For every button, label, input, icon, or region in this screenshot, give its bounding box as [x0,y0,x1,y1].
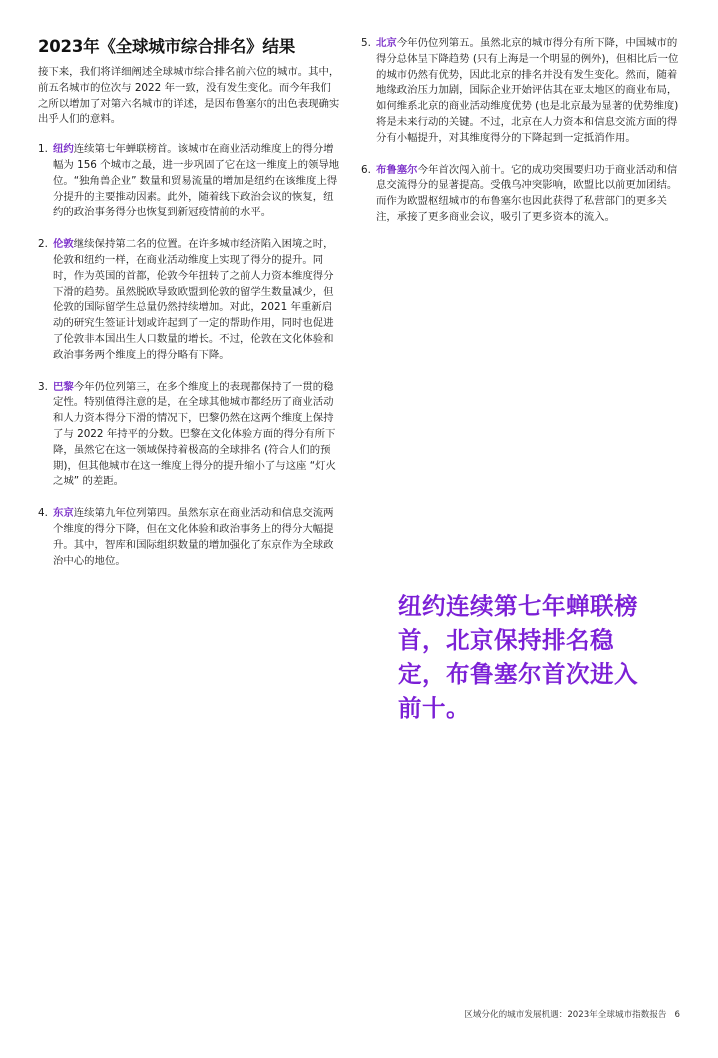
item-number: 4. [38,507,48,520]
right-column [361,36,681,242]
item-text: 继续保持第二名的位置。在许多城市经济陷入困境之时，伦敦和纽约一样，在商业活动维度上实现了得分的提升。同时，作为英国的首都，伦敦今年扭转了之前人力资本维度得分下滑的趋势。虽然脱欧导致欧盟到伦敦的留学生数量减少，但伦敦的国际留学生总量仍然持续增加。对此，2021 年重新启动的研究生签证计划或许起到了一定的帮助作用，同时也促进了伦敦非本国出生人口数量的增长。不过，伦敦在文化体验和政治事务两个维度上的得分略有下降。 [53,238,334,361]
item-number: 6. [361,163,371,176]
intro-paragraph: 接下来，我们将详细阐述全球城市综合排名前六位的城市。其中，前五名城市的位次与 2022 年一致，没有发生变化。而今年我们之所以增加了对第六名城市的详述，是因布鲁塞尔的出色表现确实出乎人们的意料。 [38,66,340,126]
list-item [38,380,340,491]
item-text: 今年仍位列第五。虽然北京的城市得分有所下降，中国城市的得分总体呈下降趋势 (只有上海是一个明显的例外)，但相比后一位的城市仍然有优势，因此北京的排名并没有发生变化。然而，随着地缘政治压力加剧，国际企业开始评估其在亚太地区的商业布局，如何维系北京的商业活动维度优势 (也是北京最为显著的优势维度) 将是未来行动的关键。不过，北京在人力资本和信息交流方面的得分有小幅提升，对其维度得分的下降起到一定抵消作用。 [376,37,679,144]
city-name: 纽约 [53,143,74,156]
item-text: 连续第九年位列第四。虽然东京在商业活动和信息交流两个维度的得分下降，但在文化体验和政治事务上的得分大幅提升。其中，智库和国际组织数量的增加强化了东京作为全球政治中心的地位。 [53,507,334,567]
item-number: 2. [38,238,48,251]
ranking-list-right [361,36,681,226]
pull-quote: 纽约连续第七年蝉联榜首，北京保持排名稳定，布鲁塞尔首次进入前十。 [398,592,638,722]
page-number: 6 [674,1010,680,1020]
city-name: 伦敦 [53,238,74,251]
list-item [38,237,340,363]
city-name: 东京 [53,507,74,520]
item-number: 3. [38,380,48,393]
city-name: 北京 [376,37,397,49]
list-item [38,142,340,221]
list-item [361,36,681,147]
item-text: 今年首次闯入前十。它的成功突围要归功于商业活动和信息交流得分的显著提高。受俄乌冲突影响，欧盟比以前更加团结。而作为欧盟枢纽城市的布鲁塞尔也因此获得了私营部门的更多关注，承接了更多商业会议，吸引了更多资本的流入。 [376,163,678,223]
page-footer [464,1008,680,1020]
list-item [38,506,340,569]
item-number: 5. [361,37,371,49]
item-text: 今年仍位列第三，在多个维度上的表现都保持了一贯的稳定性。特别值得注意的是，在全球其他城市都经历了商业活动和人力资本得分下滑的情况下，巴黎仍然在这两个维度上保持了与 2022 年持平的分数。巴黎在文化体验方面的得分有所下降，虽然它在这一领域保持着极高的全球排名 (符合人们的预期)，但其他城市在这一维度上得分的提升缩小了与这座 “灯火之城” 的差距。 [53,380,336,488]
item-text: 连续第七年蝉联榜首。该城市在商业活动维度上的得分增幅为 156 个城市之最，进一步巩固了它在这一维度上的领导地位。“独角兽企业” 数量和贸易流量的增加是纽约在该维度上得分提升的主要推动因素。此外，随着线下政治会议的恢复，纽约的政治事务得分也恢复到新冠疫情前的水平。 [53,143,340,219]
item-number: 1. [38,143,48,156]
list-item [361,163,681,226]
page-title: 2023年《全球城市综合排名》结果 [38,37,296,56]
city-name: 布鲁塞尔 [376,163,418,176]
left-column [38,36,340,585]
footer-report-title: 区域分化的城市发展机遇：2023年全球城市指数报告 [464,1010,667,1020]
city-name: 巴黎 [53,380,74,393]
ranking-list-left [38,142,340,569]
